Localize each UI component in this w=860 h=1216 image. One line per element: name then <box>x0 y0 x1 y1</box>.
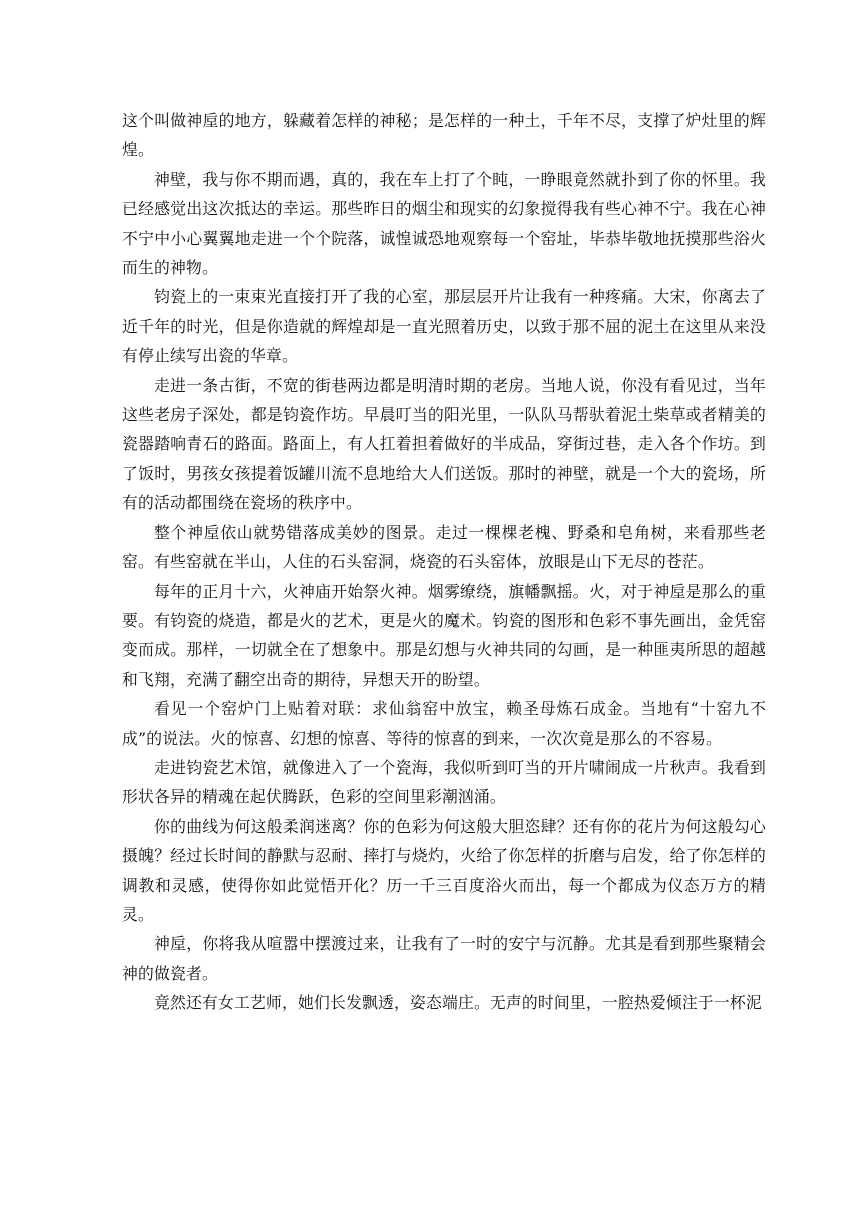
paragraph-9: 你的曲线为何这般柔润迷离？你的色彩为何这般大胆恣肆？还有你的花片为何这般勾心摄魄？经过长时间的静默与忍耐、摔打与烧灼，火给了你怎样的折磨与启发，给了你怎样的调教和灵感，使得你如此觉悟开化？历一千三百度浴火而出，每一个都成为仪态万方的精灵。 <box>122 816 766 924</box>
paragraph-6: 每年的正月十六，火神庙开始祭火神。烟雾缭绕，旗幡飘摇。火，对于神垕是那么的重要。有钧瓷的烧造，都是火的艺术，更是火的魔术。钧瓷的图形和色彩不事先画出，金凭窑变而成。那样，一切就全在了想象中。那是幻想与火神共同的勾画，是一种匪夷所思的超越和飞翔，充满了翻空出奇的期待，异想天开的盼望。 <box>122 581 766 689</box>
paragraph-11: 竟然还有女工艺师，她们长发飘透，姿态端庄。无声的时间里，一腔热爱倾注于一杯泥 <box>154 993 762 1013</box>
paragraph-4: 走进一条古街，不宽的街巷两边都是明清时期的老房。当地人说，你没有看见过，当年这些老房子深处，都是钧瓷作坊。早晨叮当的阳光里，一队队马帮驮着泥土柴草或者精美的瓷器踏响青石的路面。路面上，有人扛着担着做好的半成品，穿街过巷，走入各个作坊。到了饭时，男孩女孩提着饭罐川流不息地给大人们送饭。那时的神壁，就是一个大的瓷场，所有的活动都围绕在瓷场的秩序中。 <box>122 375 766 513</box>
paragraph-8: 走进钧瓷艺术馆，就像进入了一个瓷海，我似听到叮当的开片啸闹成一片秋声。我看到形状各异的精魂在起伏腾跃，色彩的空间里彩潮汹涌。 <box>122 757 766 807</box>
paragraph-2: 神壁，我与你不期而遇，真的，我在车上打了个盹，一睁眼竟然就扑到了你的怀里。我已经感觉出这次抵达的幸运。那些昨日的烟尘和现实的幻象搅得我有些心神不宁。我在心神不宁中小心翼翼地走进一个个院落，诚惶诚恐地观察每一个窑址，毕恭毕敬地抚摸那些浴火而生的神物。 <box>122 169 766 278</box>
paragraph-7: 看见一个窑炉门上贴着对联：求仙翁窑中放宝，赖圣母炼石成金。当地有“十窑九不成”的说法。火的惊喜、幻想的惊喜、等待的惊喜的到来，一次次竟是那么的不容易。 <box>122 699 766 748</box>
paragraph-1: 这个叫做神垕的地方，躲藏着怎样的神秘；是怎样的一种土，千年不尽，支撑了炉灶里的辉煌。 <box>122 111 766 160</box>
paragraph-10: 神垕，你将我从喧嚣中摆渡过来，让我有了一时的安宁与沉静。尤其是看到那些聚精会神的做瓷者。 <box>122 934 766 983</box>
paragraph-3: 钧瓷上的一束束光直接打开了我的心室，那层层开片让我有一种疼痛。大宋，你离去了近千年的时光，但是你造就的辉煌却是一直光照着历史，以致于那不屈的泥土在这里从来没有停止续写出瓷的华章。 <box>122 287 766 366</box>
paragraph-5: 整个神垕依山就势错落成美妙的图景。走过一棵棵老槐、野桑和皂角树，来看那些老窑。有些窑就在半山，人住的石头窑洞，烧瓷的石头窑体，放眼是山下无尽的苍茫。 <box>122 522 766 572</box>
article-body <box>122 106 766 1018</box>
